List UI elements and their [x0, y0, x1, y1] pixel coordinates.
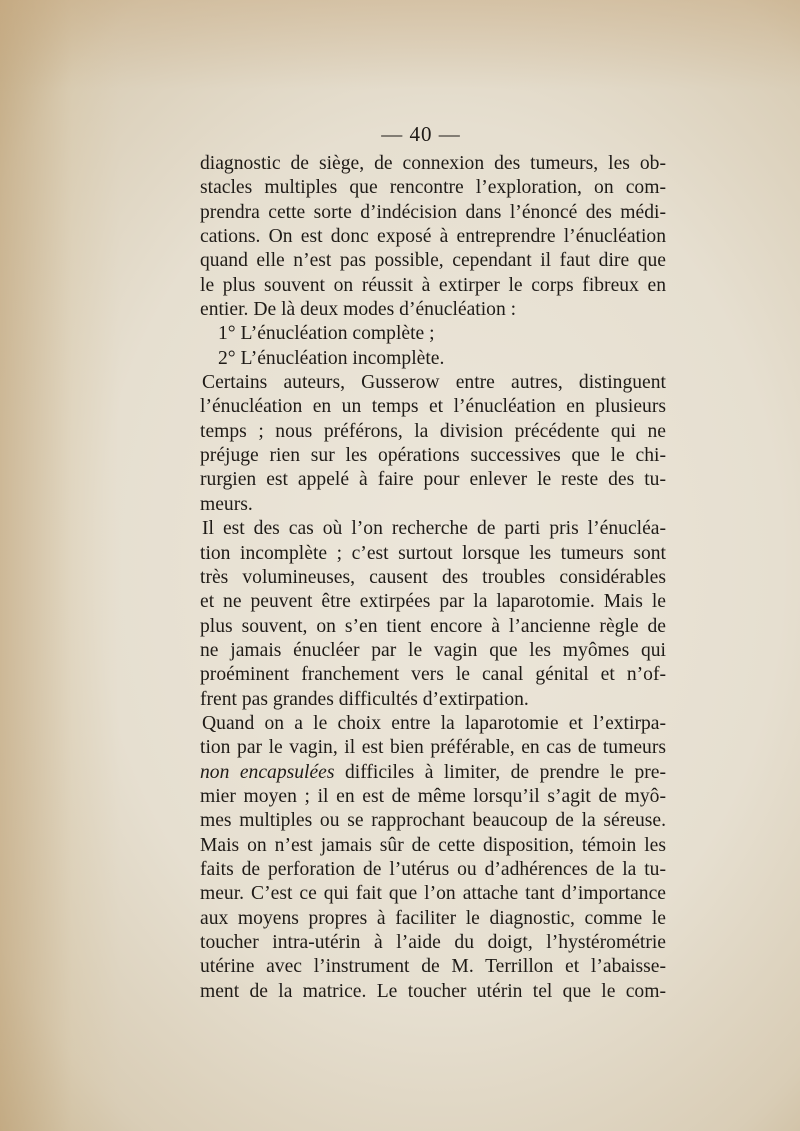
text-line-rest: difficiles à limiter, de prendre le pre-: [344, 761, 666, 783]
text-line: entier. De là deux modes d’énucléation :: [200, 299, 517, 321]
text-line: utérine avec l’instrument de M. Terrillon et l’abaisse-: [200, 956, 666, 978]
italic-phrase: non encapsulées: [200, 761, 335, 783]
body-text: [200, 152, 666, 1004]
text-line: et ne peuvent être extirpées par la laparotomie. Mais le: [200, 591, 666, 613]
text-line: tion par le vagin, il est bien préférable, en cas de tumeurs: [200, 737, 666, 759]
text-line: proéminent franchement vers le canal génital et n’of-: [200, 664, 666, 686]
text-line: l’énucléation en un temps et l’énucléation en plusieurs: [200, 396, 666, 418]
text-line: plus souvent, on s’en tient encore à l’ancienne règle de: [200, 615, 666, 637]
paper-edge-left: [0, 0, 120, 1131]
text-line: meurs.: [200, 493, 253, 515]
page-number: — 40 —: [381, 122, 461, 146]
text-line: cations. On est donc exposé à entreprendre l’énucléation: [200, 226, 666, 248]
text-line: stacles multiples que rencontre l’exploration, on com-: [200, 177, 666, 199]
text-line: prendra cette sorte d’indécision dans l’énoncé des médi-: [200, 201, 666, 223]
text-line: toucher intra-utérin à l’aide du doigt, l’hystérométrie: [200, 932, 666, 953]
list-item: 1° L’énucléation complète ;: [218, 323, 435, 345]
text-line: diagnostic de siège, de connexion des tumeurs, les ob-: [200, 153, 666, 174]
text-line: Certains auteurs, Gusserow entre autres, distinguent: [202, 372, 666, 394]
text-line: rurgien est appelé à faire pour enlever le reste des tu-: [200, 469, 666, 491]
text-line: meur. C’est ce qui fait que l’on attache tant d’importance: [200, 883, 666, 905]
text-line: quand elle n’est pas possible, cependant il faut dire que: [200, 250, 666, 272]
text-line: mes multiples ou se rapprochant beaucoup de la séreuse.: [200, 810, 666, 832]
text-line: ment de la matrice. Le toucher utérin tel que le com-: [200, 980, 666, 1002]
text-line: tion incomplète ; c’est surtout lorsque les tumeurs sont: [200, 542, 666, 564]
text-line: le plus souvent on réussit à extirper le corps fibreux en: [200, 274, 666, 296]
text-line: mier moyen ; il en est de même lorsqu’il s’agit de myô-: [200, 785, 666, 807]
text-line: très volumineuses, causent des troubles considérables: [200, 566, 666, 588]
text-line-with-italic: [200, 761, 666, 785]
list-item: 2° L’énucléation incomplète.: [218, 347, 445, 369]
text-line: aux moyens propres à faciliter le diagnostic, comme le: [200, 907, 666, 929]
text-line: ne jamais énucléer par le vagin que les myômes qui: [200, 639, 666, 661]
text-line: faits de perforation de l’utérus ou d’adhérences de la tu-: [200, 858, 666, 880]
text-line: Mais on n’est jamais sûr de cette disposition, témoin les: [200, 834, 666, 856]
text-line: Quand on a le choix entre la laparotomie et l’extirpa-: [202, 712, 666, 734]
text-line: préjuge rien sur les opérations successives que le chi-: [200, 445, 666, 467]
text-line: Il est des cas où l’on recherche de parti pris l’énucléa-: [202, 518, 666, 540]
text-line: frent pas grandes difficultés d’extirpation.: [200, 688, 529, 710]
paper-edge-top: [0, 0, 800, 90]
text-line: temps ; nous préférons, la division précédente qui ne: [200, 420, 666, 442]
